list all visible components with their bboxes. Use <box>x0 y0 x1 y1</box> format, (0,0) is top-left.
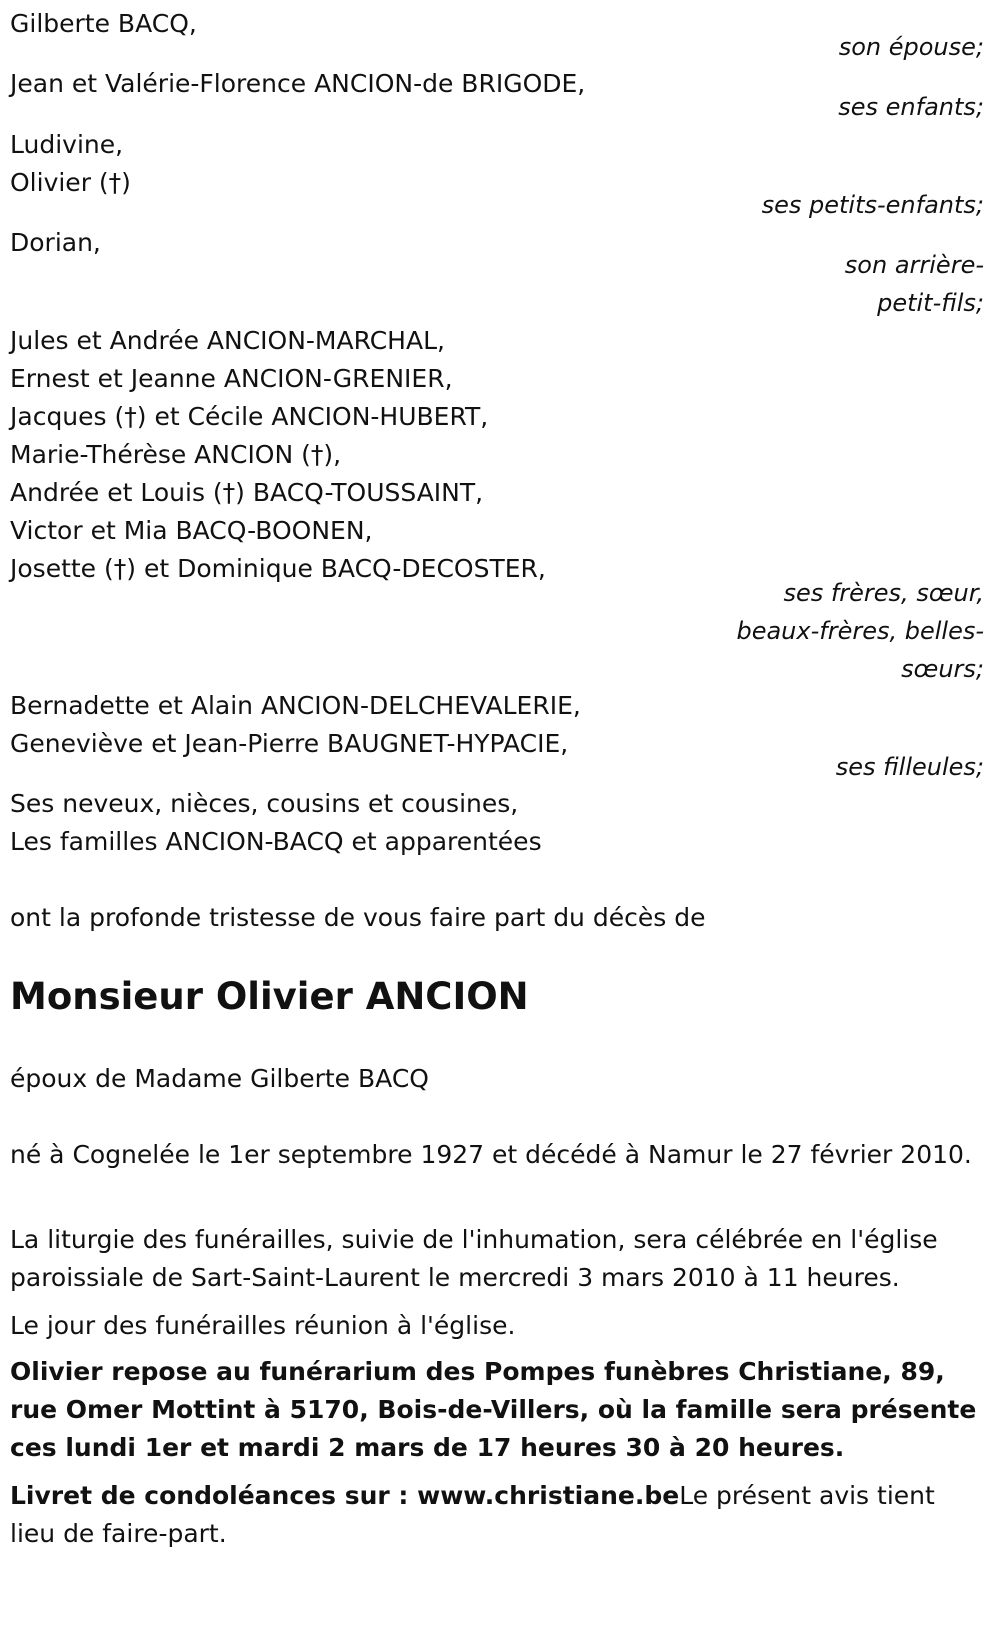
grandchild-name: Ludivine, <box>10 130 124 159</box>
sibling-name: Ernest et Jeanne ANCION-GRENIER, <box>10 364 453 393</box>
goddaughters-role: ses filleules; <box>835 753 984 781</box>
sibling-name: Victor et Mia BACQ-BOONEN, <box>10 516 373 545</box>
great-grandchild-name: Dorian, <box>10 228 101 257</box>
other-relatives: Les familles ANCION-BACQ et apparentées <box>10 827 542 856</box>
notice-text: Le présent avis tient lieu de faire-part. <box>10 1481 935 1548</box>
birth-death-text: né à Cognelée le 1er septembre 1927 et décédé à Namur le 27 février 2010. <box>10 1140 972 1169</box>
sibling-name: Marie-Thérèse ANCION (†), <box>10 440 342 469</box>
siblings-role-line2: beaux-frères, belles- <box>736 617 984 645</box>
deceased-title: Monsieur Olivier ANCION <box>10 975 529 1018</box>
siblings-role-line1: ses frères, sœur, <box>783 579 984 607</box>
children-name: Jean et Valérie-Florence ANCION-de BRIGODE, <box>10 69 586 98</box>
other-relatives: Ses neveux, nièces, cousins et cousines, <box>10 789 519 818</box>
sibling-name: Josette (†) et Dominique BACQ-DECOSTER, <box>10 554 546 583</box>
deceased-spouse-line: époux de Madame Gilberte BACQ <box>10 1064 429 1093</box>
sibling-name: Andrée et Louis (†) BACQ-TOUSSAINT, <box>10 478 484 507</box>
announcement-text: ont la profonde tristesse de vous faire part du décès de <box>10 903 706 932</box>
condolences-paragraph <box>10 1477 985 1553</box>
spouse-role: son épouse; <box>838 33 984 61</box>
great-grandchild-role-line1: son arrière- <box>844 251 984 279</box>
spouse-name: Gilberte BACQ, <box>10 9 197 38</box>
great-grandchild-role-line2: petit-fils; <box>877 289 984 317</box>
sibling-name: Jules et Andrée ANCION-MARCHAL, <box>10 326 445 355</box>
grandchildren-role: ses petits-enfants; <box>761 191 984 219</box>
goddaughter-name: Geneviève et Jean-Pierre BAUGNET-HYPACIE, <box>10 729 569 758</box>
sibling-name: Jacques (†) et Cécile ANCION-HUBERT, <box>10 402 489 431</box>
liturgy-text: La liturgie des funérailles, suivie de l'inhumation, sera célébrée en l'église paroissiale de Sart-Saint-Laurent le mercredi 3 mars 2010 à 11 heures. <box>10 1225 938 1292</box>
grandchild-name: Olivier (†) <box>10 168 131 197</box>
siblings-role-line3: sœurs; <box>901 655 984 683</box>
viewing-text: Olivier repose au funérarium des Pompes funèbres Christiane, 89, rue Omer Mottint à 5170, Bois-de-Villers, où la famille sera présente ces lundi 1er et mardi 2 mars de 17 heures 30 à 20 heures. <box>10 1357 977 1462</box>
condolences-link[interactable]: Livret de condoléances sur : www.christiane.be <box>10 1481 680 1510</box>
goddaughter-name: Bernadette et Alain ANCION-DELCHEVALERIE, <box>10 691 581 720</box>
meeting-text: Le jour des funérailles réunion à l'église. <box>10 1311 516 1340</box>
children-role: ses enfants; <box>838 93 984 121</box>
